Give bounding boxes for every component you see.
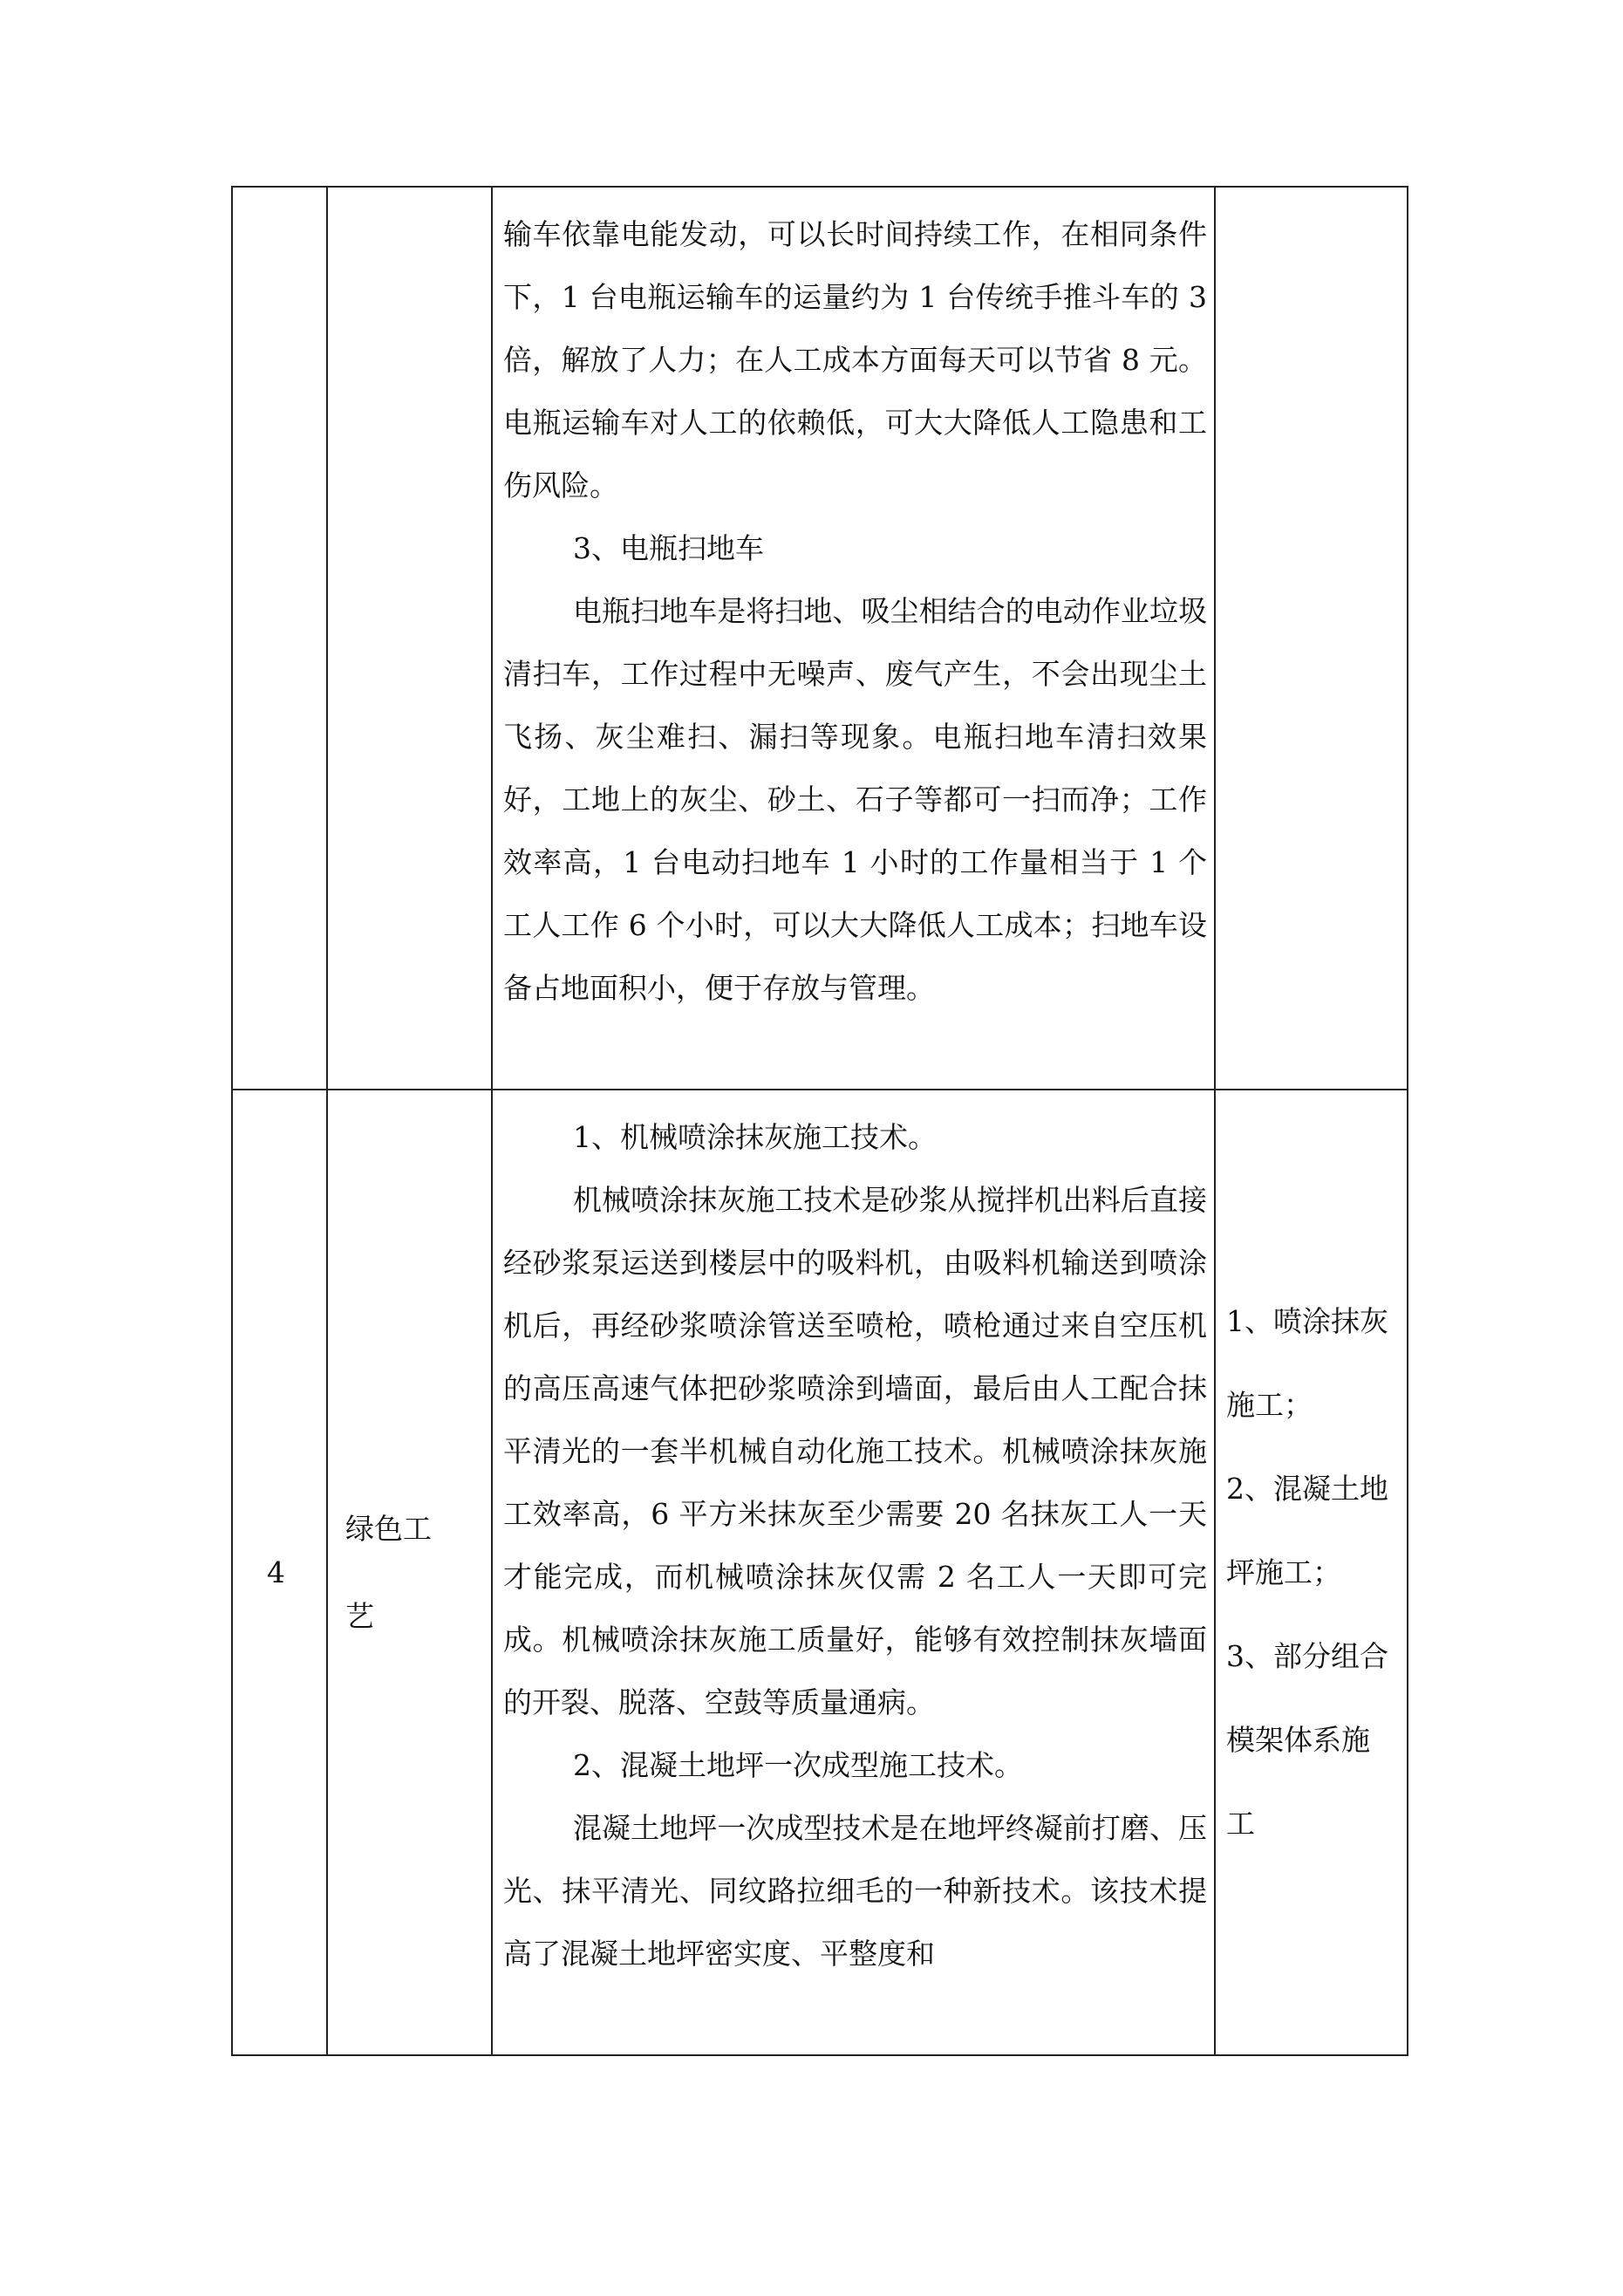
row-number-cell xyxy=(232,187,327,1090)
content-heading: 2、混凝土地坪一次成型施工技术。 xyxy=(573,1748,1023,1782)
category-line: 艺 xyxy=(345,1598,374,1633)
category-line: 绿色工 xyxy=(345,1511,432,1546)
remarks-line: 1、喷涂抹灰 xyxy=(1226,1303,1388,1338)
table-row xyxy=(232,187,1408,1090)
remarks-line: 2、混凝土地 xyxy=(1226,1471,1388,1506)
content-table xyxy=(231,186,1408,2056)
content-paragraph: 电瓶扫地车是将扫地、吸尘相结合的电动作业垃圾清扫车，工作过程中无噪声、废气产生，不会出现尘土飞扬、灰尘难扫、漏扫等现象。电瓶扫地车清扫效果好，工地上的灰尘、砂土、石子等都可一扫而净；工作效率高，1 台电动扫地车 1 小时的工作量相当于 1 个工人工作 6 个小时，可以大大降低人工成本；扫地车设备占地面积小，便于存放与管理。 xyxy=(503,594,1207,1005)
category-cell xyxy=(327,1090,492,2055)
content-paragraph: 混凝土地坪一次成型技术是在地坪终凝前打磨、压光、抹平清光、同纹路拉细毛的一种新技术。该技术提高了混凝土地坪密实度、平整度和 xyxy=(503,1811,1207,1971)
remarks-line: 工 xyxy=(1226,1806,1255,1841)
remarks-line: 3、部分组合 xyxy=(1226,1638,1388,1673)
content-paragraph: 机械喷涂抹灰施工技术是砂浆从搅拌机出料后直接经砂浆泵运送到楼层中的吸料机，由吸料机输送到喷涂机后，再经砂浆喷涂管送至喷枪，喷枪通过来自空压机的高压高速气体把砂浆喷涂到墙面，最后由人工配合抹平清光的一套半机械自动化施工技术。机械喷涂抹灰施工效率高，6 平方米抹灰至少需要 20 名抹灰工人一天才能完成，而机械喷涂抹灰仅需 2 名工人一天即可完成。机械喷涂抹灰施工质量好，能够有效控制抹灰墙面的开裂、脱落、空鼓等质量通病。 xyxy=(503,1183,1207,1719)
content-cell xyxy=(492,187,1215,1090)
content-cell xyxy=(492,1090,1215,2055)
content-heading: 3、电瓶扫地车 xyxy=(573,531,764,565)
remarks-cell xyxy=(1215,1090,1408,2055)
content-heading: 1、机械喷涂抹灰施工技术。 xyxy=(573,1120,937,1154)
remarks-line: 模架体系施 xyxy=(1226,1722,1370,1757)
remarks-line: 坪施工； xyxy=(1226,1555,1341,1589)
category-cell xyxy=(327,187,492,1090)
remarks-line: 施工； xyxy=(1226,1387,1313,1422)
row-number: 4 xyxy=(267,1555,285,1589)
row-number-cell xyxy=(232,1090,327,2055)
content-paragraph: 输车依靠电能发动，可以长时间持续工作，在相同条件下，1 台电瓶运输车的运量约为 1 台传统手推斗车的 3 倍，解放了人力；在人工成本方面每天可以节省 8 元。电瓶运输车对人工的依赖低，可大大降低人工隐患和工伤风险。 xyxy=(503,217,1207,502)
remarks-cell xyxy=(1215,187,1408,1090)
table-row xyxy=(232,1090,1408,2055)
